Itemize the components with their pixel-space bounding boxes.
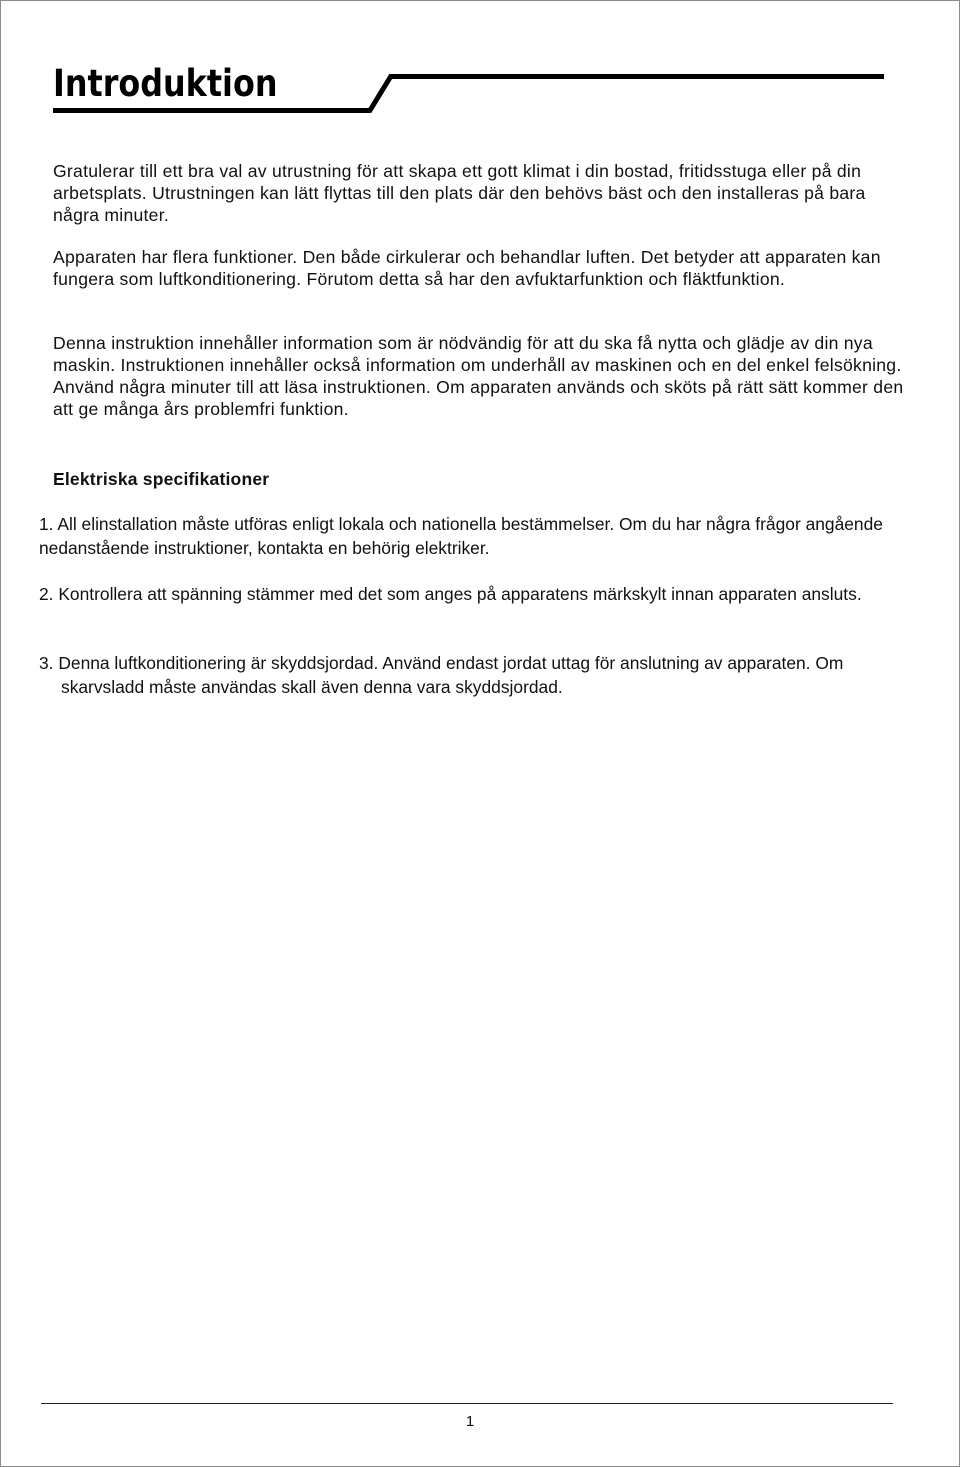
spec-item-3: 3. Denna luftkonditionering är skyddsjordad. Använd endast jordat uttag för anslutning av apparaten. Om skarvsladd måste användas skall även denna vara skyddsjordad. [39,653,844,697]
intro-paragraph-3: Denna instruktion innehåller information som är nödvändig för att du ska få nytta och glädje av din nya maskin. Instruktionen innehåller också information om underhåll av maskinen och en del enkel felsökning. Använd några minuter till att läsa instruktionen. Om apparaten används och sköts på rätt sätt kommer den att ge många års problemfri funktion. [53,333,904,419]
intro-paragraph-1: Gratulerar till ett bra val av utrustning för att skapa ett gott klimat i din bostad, fritidsstuga eller på din arbetsplats. Utrustningen kan lätt flyttas till den plats där den behövs bäst och den installeras på bara några minuter. [53,161,866,225]
spec-item-1: 1. All elinstallation måste utföras enligt lokala och nationella bestämmelser. Om du har några frågor angående nedanstående instruktioner, kontakta en behörig elektriker. [39,514,883,558]
section-heading: Elektriska specifikationer [53,469,270,489]
page-number: 1 [465,1413,475,1430]
page-title: Introduktion [53,62,278,105]
spec-item-2: 2. Kontrollera att spänning stämmer med det som anges på apparatens märkskylt innan apparaten ansluts. [39,584,862,604]
footer-rule [41,1403,893,1404]
intro-paragraph-2: Apparaten har flera funktioner. Den både cirkulerar och behandlar luften. Det betyder att apparaten kan fungera som luftkonditionering. Förutom detta så har den avfuktarfunktion och fläktfunktion. [53,247,881,289]
